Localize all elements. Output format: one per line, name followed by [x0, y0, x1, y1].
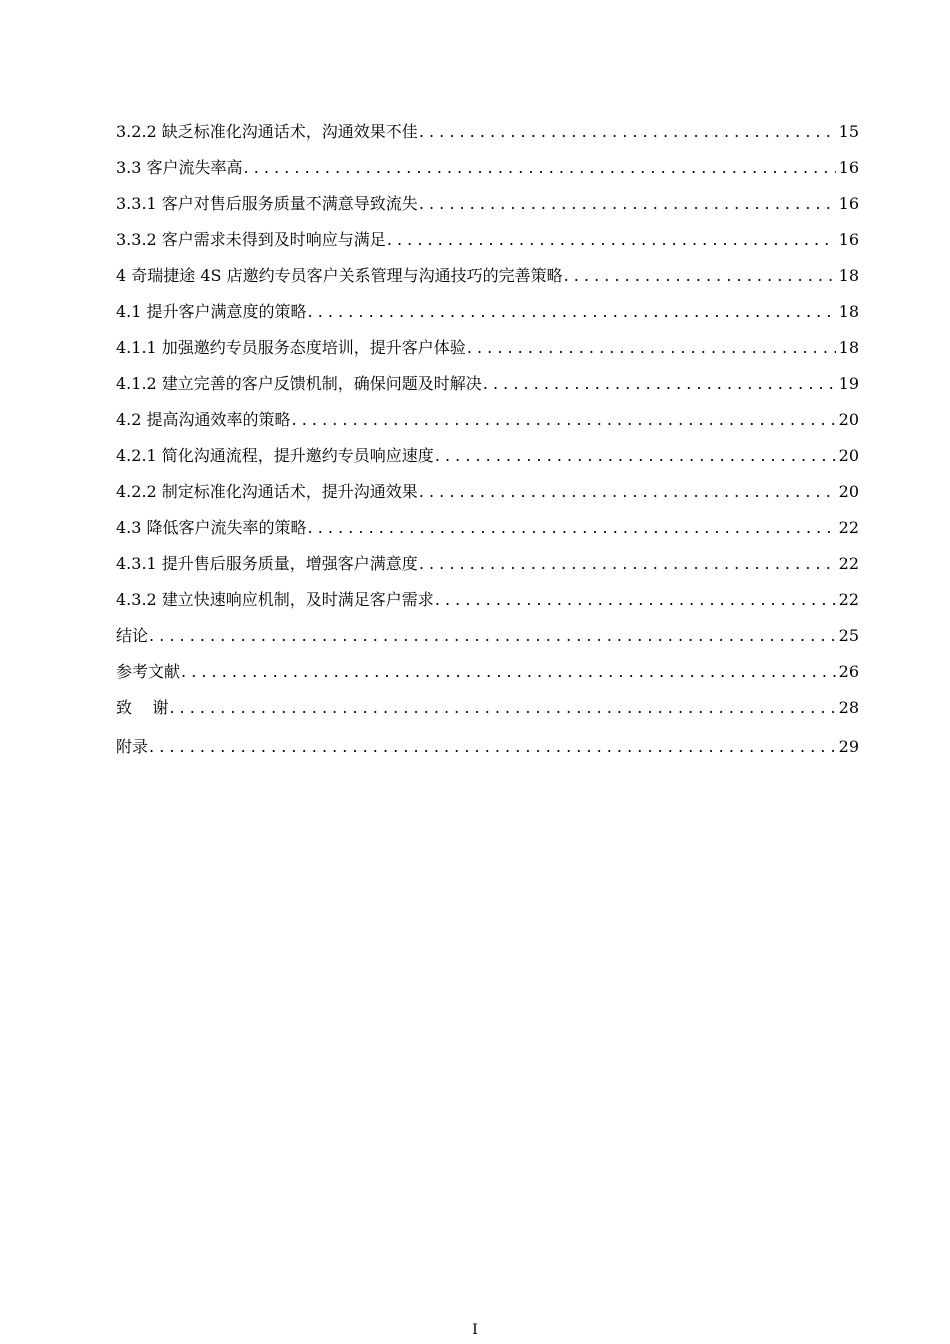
toc-entry[interactable]	[116, 150, 859, 186]
toc-entry-title: 4.3 降低客户流失率的策略	[116, 518, 307, 537]
toc-dot-leader	[387, 222, 836, 258]
toc-entry-title: 4.2 提高沟通效率的策略	[116, 410, 291, 429]
toc-entry-page: 19	[838, 374, 859, 393]
toc-entry-title: 4.3.1 提升售后服务质量，增强客户满意度	[116, 554, 418, 573]
toc-entry-page: 22	[838, 554, 859, 573]
toc-entry-page: 26	[838, 662, 859, 681]
toc-entry[interactable]	[116, 294, 859, 330]
toc-entry-page: 16	[838, 158, 859, 177]
toc-dot-leader	[308, 510, 836, 546]
toc-entry-page: 20	[838, 410, 859, 429]
toc-dot-leader	[419, 474, 836, 510]
toc-dot-leader	[483, 366, 836, 402]
toc-dot-leader	[181, 654, 836, 690]
toc-dot-leader	[435, 582, 836, 618]
toc-entry-page: 25	[838, 626, 859, 645]
toc-entry-title: 3.3 客户流失率高	[116, 158, 243, 177]
toc-entry-title: 4.3.2 建立快速响应机制，及时满足客户需求	[116, 590, 434, 609]
toc-entry-title: 3.3.2 客户需求未得到及时响应与满足	[116, 230, 386, 249]
toc-dot-leader	[467, 330, 836, 366]
toc-entry[interactable]	[116, 654, 859, 690]
toc-entry-title: 参考文献	[116, 662, 181, 681]
toc-dot-leader	[419, 186, 836, 222]
toc-entry[interactable]	[116, 258, 859, 294]
toc-dot-leader	[308, 294, 836, 330]
toc-entry[interactable]	[116, 618, 859, 654]
toc-entry[interactable]	[116, 474, 859, 510]
toc-dot-leader	[292, 402, 836, 438]
toc-entry-page: 18	[838, 302, 859, 321]
table-of-contents	[116, 114, 859, 765]
toc-entry[interactable]	[116, 438, 859, 474]
footer-page-number: I	[472, 1322, 478, 1338]
toc-dot-leader	[564, 258, 836, 294]
toc-entry-title: 3.2.2 缺乏标准化沟通话术，沟通效果不佳	[116, 122, 418, 141]
toc-entry[interactable]	[116, 729, 859, 765]
toc-entry-title: 附录	[116, 737, 149, 756]
toc-dot-leader	[169, 690, 835, 726]
toc-entry-title: 4.1 提升客户满意度的策略	[116, 302, 307, 321]
toc-dot-leader	[419, 114, 836, 150]
toc-entry[interactable]	[116, 546, 859, 582]
toc-entry-title: 4.1.2 建立完善的客户反馈机制，确保问题及时解决	[116, 374, 482, 393]
toc-entry-page: 28	[838, 698, 859, 717]
toc-entry-page: 16	[838, 194, 859, 213]
toc-dot-leader	[244, 150, 836, 186]
toc-dot-leader	[435, 438, 836, 474]
toc-entry[interactable]	[116, 366, 859, 402]
toc-entry[interactable]	[116, 690, 859, 726]
toc-entry[interactable]	[116, 114, 859, 150]
toc-entry[interactable]	[116, 582, 859, 618]
toc-entry-page: 20	[838, 446, 859, 465]
toc-entry[interactable]	[116, 510, 859, 546]
toc-entry-title: 致 谢	[116, 698, 169, 717]
toc-entry-title: 结论	[116, 626, 149, 645]
toc-entry-page: 16	[838, 230, 859, 249]
toc-entry-title: 4.2.2 制定标准化沟通话术，提升沟通效果	[116, 482, 418, 501]
toc-entry-page: 29	[838, 737, 859, 756]
toc-entry-page: 20	[838, 482, 859, 501]
toc-entry-title: 4 奇瑞捷途 4S 店邀约专员客户关系管理与沟通技巧的完善策略	[116, 266, 563, 285]
toc-entry-page: 18	[838, 338, 859, 357]
toc-dot-leader	[149, 618, 836, 654]
toc-entry-title: 4.2.1 简化沟通流程，提升邀约专员响应速度	[116, 446, 434, 465]
toc-entry-page: 15	[838, 122, 859, 141]
toc-entry-title: 4.1.1 加强邀约专员服务态度培训，提升客户体验	[116, 338, 466, 357]
toc-dot-leader	[149, 729, 836, 765]
toc-entry[interactable]	[116, 330, 859, 366]
toc-entry[interactable]	[116, 186, 859, 222]
toc-entry-page: 22	[838, 518, 859, 537]
toc-entry-title: 3.3.1 客户对售后服务质量不满意导致流失	[116, 194, 418, 213]
toc-entry[interactable]	[116, 222, 859, 258]
toc-entry-page: 22	[838, 590, 859, 609]
toc-entry-page: 18	[838, 266, 859, 285]
toc-entry[interactable]	[116, 402, 859, 438]
toc-dot-leader	[419, 546, 836, 582]
